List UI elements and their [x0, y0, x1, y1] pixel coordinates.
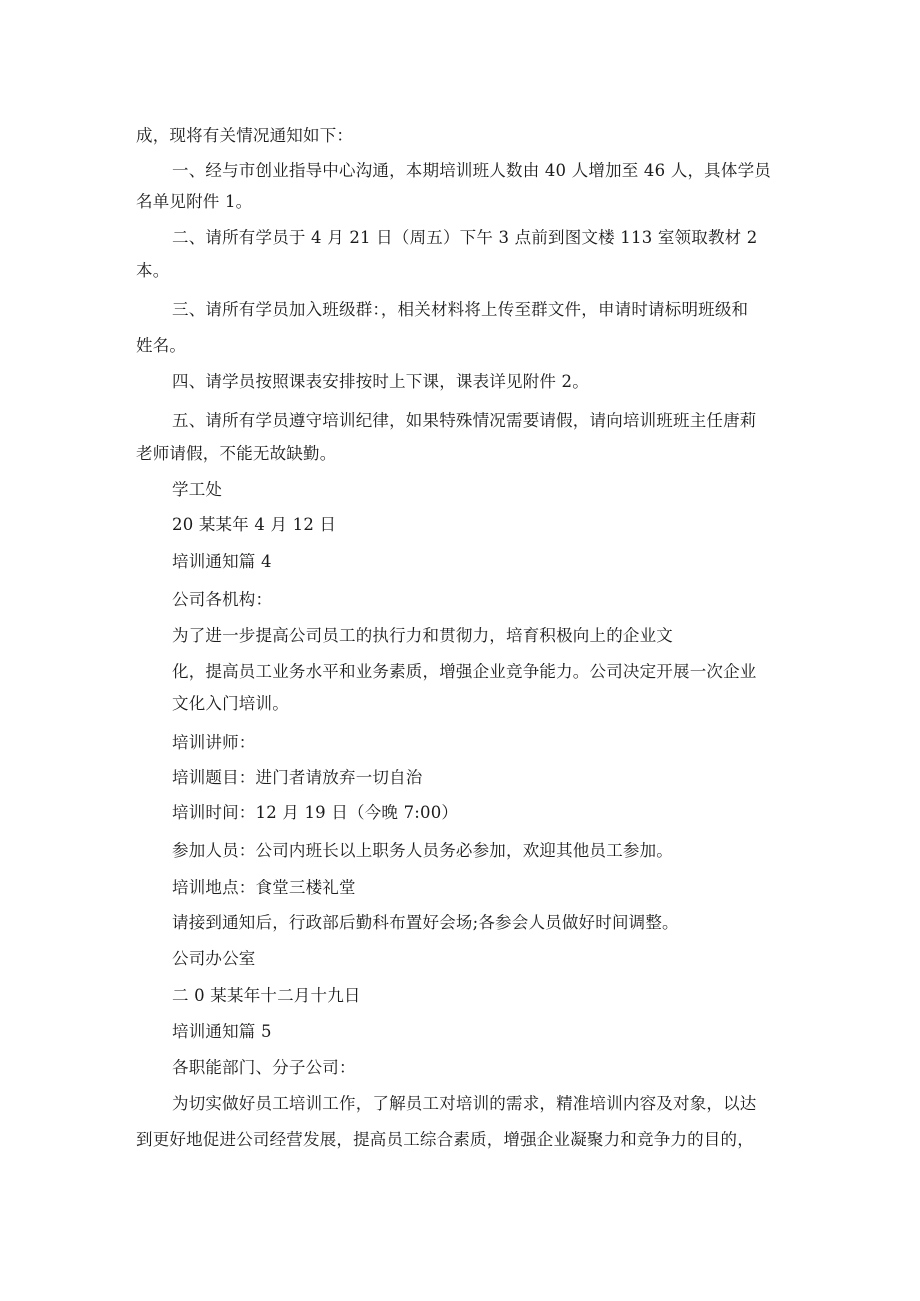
- text-line: 老师请假，不能无故缺勤。: [136, 444, 337, 463]
- text-line: 姓名。: [136, 336, 187, 355]
- text-line: 请接到通知后，行政部后勤科布置好会场;各参会人员做好时间调整。: [172, 913, 679, 932]
- text-line: 培训通知篇 4: [172, 552, 272, 571]
- text-line: 成，现将有关情况通知如下：: [136, 126, 354, 145]
- text-line: 公司办公室: [172, 949, 256, 968]
- text-line: 二 0 某某年十二月十九日: [172, 986, 361, 1005]
- text-line: 学工处: [172, 480, 223, 499]
- text-line: 20 某某年 4 月 12 日: [172, 515, 337, 534]
- text-line: 培训通知篇 5: [172, 1022, 272, 1041]
- text-line: 二、请所有学员于 4 月 21 日（周五）下午 3 点前到图文楼 113 室领取教材 2: [172, 228, 758, 247]
- text-line: 培训题目：进门者请放弃一切自治: [172, 768, 423, 787]
- text-line: 为了进一步提高公司员工的执行力和贯彻力，培育积极向上的企业文: [172, 626, 673, 645]
- text-line: 本。: [136, 261, 170, 280]
- text-line: 培训讲师：: [172, 733, 256, 752]
- text-line: 为切实做好员工培训工作，了解员工对培训的需求，精准培训内容及对象，以达: [172, 1094, 757, 1113]
- text-line: 培训时间：12 月 19 日（今晚 7:00）: [172, 803, 459, 822]
- text-line: 五、请所有学员遵守培训纪律，如果特殊情况需要请假，请向培训班班主任唐莉: [172, 411, 757, 430]
- text-line: 一、经与市创业指导中心沟通，本期培训班人数由 40 人增加至 46 人，具体学员: [172, 161, 771, 180]
- text-line: 名单见附件 1。: [136, 192, 253, 211]
- text-line: 化，提高员工业务水平和业务素质，增强企业竞争能力。公司决定开展一次企业: [172, 662, 757, 681]
- text-line: 四、请学员按照课表安排按时上下课，课表详见附件 2。: [172, 372, 589, 391]
- text-line: 参加人员：公司内班长以上职务人员务必参加，欢迎其他员工参加。: [172, 841, 673, 860]
- text-line: 到更好地促进公司经营发展，提高员工综合素质，增强企业凝聚力和竞争力的目的，: [136, 1130, 754, 1149]
- text-line: 各职能部门、分子公司：: [172, 1058, 356, 1077]
- text-line: 公司各机构：: [172, 590, 273, 609]
- text-line: 培训地点：食堂三楼礼堂: [172, 878, 356, 897]
- text-line: 三、请所有学员加入班级群：，相关材料将上传至群文件，申请时请标明班级和: [172, 300, 749, 319]
- text-line: 文化入门培训。: [172, 694, 289, 713]
